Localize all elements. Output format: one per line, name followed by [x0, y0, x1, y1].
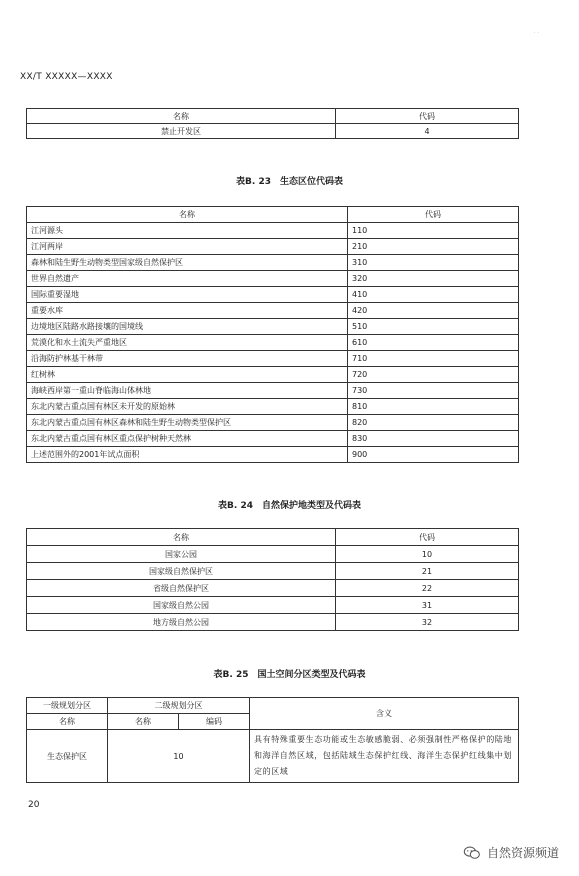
col-header-code: 代码: [336, 529, 519, 546]
table-row: [27, 223, 519, 239]
cell-code: 510: [348, 319, 519, 335]
watermark: [463, 844, 559, 861]
col-header-name: 名称: [27, 529, 336, 546]
cell-code: 22: [336, 580, 519, 597]
table-row: [27, 335, 519, 351]
header-name2: 名称: [108, 714, 179, 730]
table-row: [27, 239, 519, 255]
cell-code: 810: [348, 399, 519, 415]
cell-code: 900: [348, 447, 519, 463]
cell-name: 禁止开发区: [27, 124, 336, 139]
cell-code: 32: [336, 614, 519, 631]
table-prev: [26, 108, 519, 139]
caption-b24: 表B. 24 自然保护地类型及代码表: [218, 501, 361, 511]
col-header-code: 代码: [336, 109, 519, 124]
watermark-text: 自然资源频道: [486, 846, 559, 860]
cell-name: 上述范围外的2001年试点面积: [27, 447, 348, 463]
cell-name: 森林和陆生野生动物类型国家级自然保护区: [27, 255, 348, 271]
table-row: [27, 614, 519, 631]
col-header-name: 名称: [27, 109, 336, 124]
cell-name: 边境地区陆路水路接壤的国境线: [27, 319, 348, 335]
cell-code: 730: [348, 383, 519, 399]
table-row: [27, 580, 519, 597]
cell-code: 31: [336, 597, 519, 614]
header-code: 编码: [179, 714, 250, 730]
col-header-name: 名称: [27, 207, 348, 223]
table-row: [27, 383, 519, 399]
cell-name: 海峡西岸第一重山脊临海山体林地: [27, 383, 348, 399]
table-row: [27, 271, 519, 287]
cell-name: 国家级自然公园: [27, 597, 336, 614]
wechat-icon: [463, 846, 481, 860]
cell-code: 610: [348, 335, 519, 351]
table-row: [27, 546, 519, 563]
table-row: [27, 319, 519, 335]
cell-name: 东北内蒙古重点国有林区重点保护树种天然林: [27, 431, 348, 447]
cell-code: 10: [108, 730, 250, 783]
table-row: [27, 255, 519, 271]
cell-name: 沿海防护林基干林带: [27, 351, 348, 367]
cell-code: 10: [336, 546, 519, 563]
cell-code: 410: [348, 287, 519, 303]
cell-code: 4: [336, 124, 519, 139]
scan-dots: · ·: [533, 30, 539, 37]
cell-name: 国际重要湿地: [27, 287, 348, 303]
document-header: XX/T XXXXX—XXXX: [20, 72, 113, 82]
cell-meaning: 具有特殊重要生态功能或生态敏感脆弱、必须强制性严格保护的陆地和海洋自然区域，包括陆域生态保护红线、海洋生态保护红线集中划定的区域: [250, 730, 519, 783]
table-row: [27, 431, 519, 447]
cell-code: 420: [348, 303, 519, 319]
cell-name: 地方级自然公园: [27, 614, 336, 631]
table-row: [27, 303, 519, 319]
table-row: [27, 351, 519, 367]
caption-b23: 表B. 23 生态区位代码表: [236, 177, 343, 187]
cell-name: 世界自然遗产: [27, 271, 348, 287]
caption-b25: 表B. 25 国土空间分区类型及代码表: [213, 670, 366, 680]
cell-code: 310: [348, 255, 519, 271]
table-row: [27, 563, 519, 580]
header-name1: 名称: [27, 714, 108, 730]
table-b25: [26, 697, 519, 783]
cell-name: 东北内蒙古重点国有林区未开发的原始林: [27, 399, 348, 415]
cell-code: 320: [348, 271, 519, 287]
table-row: [27, 399, 519, 415]
table-row: [27, 415, 519, 431]
header-level2: 二级规划分区: [108, 698, 250, 714]
cell-name: 东北内蒙古重点国有林区森林和陆生野生动物类型保护区: [27, 415, 348, 431]
cell-code: 830: [348, 431, 519, 447]
cell-name: 江河两岸: [27, 239, 348, 255]
col-header-code: 代码: [348, 207, 519, 223]
cell-name: 重要水库: [27, 303, 348, 319]
cell-name: 省级自然保护区: [27, 580, 336, 597]
table-b23: [26, 206, 519, 463]
cell-name: 生态保护区: [27, 730, 108, 783]
cell-name: 国家级自然保护区: [27, 563, 336, 580]
cell-code: 710: [348, 351, 519, 367]
table-row: [27, 730, 519, 783]
table-row: [27, 447, 519, 463]
cell-code: 720: [348, 367, 519, 383]
cell-name: 国家公园: [27, 546, 336, 563]
cell-name: 荒漠化和水土流失严重地区: [27, 335, 348, 351]
header-meaning: 含义: [250, 698, 519, 730]
cell-name: 红树林: [27, 367, 348, 383]
cell-code: 210: [348, 239, 519, 255]
cell-name: 江河源头: [27, 223, 348, 239]
cell-code: 21: [336, 563, 519, 580]
cell-code: 820: [348, 415, 519, 431]
page-number: 20: [28, 800, 40, 810]
table-row: [27, 124, 519, 139]
table-row: [27, 287, 519, 303]
cell-code: 110: [348, 223, 519, 239]
header-level1: 一级规划分区: [27, 698, 108, 714]
table-row: [27, 367, 519, 383]
table-row: [27, 597, 519, 614]
table-b24: [26, 528, 519, 631]
